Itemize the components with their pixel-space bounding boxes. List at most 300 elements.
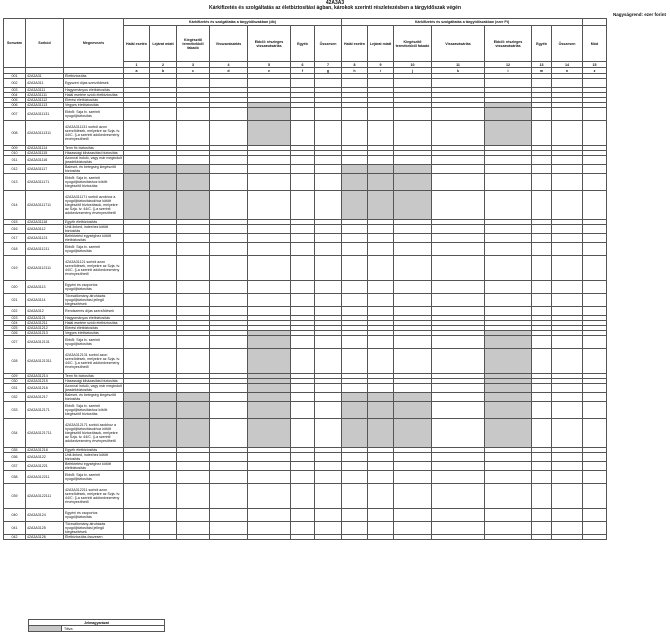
data-cell[interactable] xyxy=(124,484,150,509)
data-cell[interactable] xyxy=(248,165,291,174)
data-cell[interactable] xyxy=(177,281,210,294)
data-cell[interactable] xyxy=(342,234,368,243)
data-cell[interactable] xyxy=(485,225,532,234)
data-cell[interactable] xyxy=(177,225,210,234)
data-cell[interactable] xyxy=(150,281,177,294)
data-cell[interactable] xyxy=(583,191,607,220)
data-cell[interactable] xyxy=(124,522,150,535)
data-cell[interactable] xyxy=(485,402,532,419)
data-cell[interactable] xyxy=(432,462,485,471)
data-cell[interactable] xyxy=(485,384,532,393)
data-cell[interactable] xyxy=(248,419,291,448)
data-cell[interactable] xyxy=(291,462,315,471)
data-cell[interactable] xyxy=(432,165,485,174)
data-cell[interactable] xyxy=(532,281,552,294)
data-cell[interactable] xyxy=(248,453,291,462)
data-cell[interactable] xyxy=(150,484,177,509)
data-cell[interactable] xyxy=(583,349,607,374)
data-cell[interactable] xyxy=(315,225,342,234)
data-cell[interactable] xyxy=(583,156,607,165)
data-cell[interactable] xyxy=(315,349,342,374)
data-cell[interactable] xyxy=(432,336,485,349)
data-cell[interactable] xyxy=(432,294,485,307)
data-cell[interactable] xyxy=(315,307,342,316)
data-cell[interactable] xyxy=(210,121,248,146)
data-cell[interactable] xyxy=(248,471,291,484)
data-cell[interactable] xyxy=(552,402,583,419)
data-cell[interactable] xyxy=(248,281,291,294)
data-cell[interactable] xyxy=(342,462,368,471)
data-cell[interactable] xyxy=(248,225,291,234)
data-cell[interactable] xyxy=(485,462,532,471)
data-cell[interactable] xyxy=(394,108,432,121)
data-cell[interactable] xyxy=(394,384,432,393)
data-cell[interactable] xyxy=(177,393,210,402)
data-cell[interactable] xyxy=(394,256,432,281)
data-cell[interactable] xyxy=(315,234,342,243)
data-cell[interactable] xyxy=(150,294,177,307)
data-cell[interactable] xyxy=(432,174,485,191)
data-cell[interactable] xyxy=(177,484,210,509)
data-cell[interactable] xyxy=(552,453,583,462)
data-cell[interactable] xyxy=(342,191,368,220)
data-cell[interactable] xyxy=(485,535,532,540)
data-cell[interactable] xyxy=(532,393,552,402)
data-cell[interactable] xyxy=(248,349,291,374)
data-cell[interactable] xyxy=(532,471,552,484)
data-cell[interactable] xyxy=(432,234,485,243)
data-cell[interactable] xyxy=(315,471,342,484)
data-cell[interactable] xyxy=(532,453,552,462)
data-cell[interactable] xyxy=(532,349,552,374)
data-cell[interactable] xyxy=(368,402,394,419)
data-cell[interactable] xyxy=(342,307,368,316)
data-cell[interactable] xyxy=(583,336,607,349)
data-cell[interactable] xyxy=(210,294,248,307)
data-cell[interactable] xyxy=(485,156,532,165)
data-cell[interactable] xyxy=(210,419,248,448)
data-cell[interactable] xyxy=(394,453,432,462)
data-cell[interactable] xyxy=(248,79,291,88)
data-cell[interactable] xyxy=(583,174,607,191)
data-cell[interactable] xyxy=(342,419,368,448)
data-cell[interactable] xyxy=(532,234,552,243)
data-cell[interactable] xyxy=(291,243,315,256)
data-cell[interactable] xyxy=(124,256,150,281)
data-cell[interactable] xyxy=(291,349,315,374)
data-cell[interactable] xyxy=(150,191,177,220)
data-cell[interactable] xyxy=(552,349,583,374)
data-cell[interactable] xyxy=(248,256,291,281)
data-cell[interactable] xyxy=(342,471,368,484)
data-cell[interactable] xyxy=(150,121,177,146)
data-cell[interactable] xyxy=(532,384,552,393)
data-cell[interactable] xyxy=(583,535,607,540)
data-cell[interactable] xyxy=(291,256,315,281)
data-cell[interactable] xyxy=(552,336,583,349)
data-cell[interactable] xyxy=(485,509,532,522)
data-cell[interactable] xyxy=(532,156,552,165)
data-cell[interactable] xyxy=(485,294,532,307)
data-cell[interactable] xyxy=(532,535,552,540)
data-cell[interactable] xyxy=(485,349,532,374)
data-cell[interactable] xyxy=(210,336,248,349)
data-cell[interactable] xyxy=(485,256,532,281)
data-cell[interactable] xyxy=(368,225,394,234)
data-cell[interactable] xyxy=(485,393,532,402)
data-cell[interactable] xyxy=(583,384,607,393)
data-cell[interactable] xyxy=(342,384,368,393)
data-cell[interactable] xyxy=(432,79,485,88)
data-cell[interactable] xyxy=(210,165,248,174)
data-cell[interactable] xyxy=(432,393,485,402)
data-cell[interactable] xyxy=(150,256,177,281)
data-cell[interactable] xyxy=(177,174,210,191)
data-cell[interactable] xyxy=(124,234,150,243)
data-cell[interactable] xyxy=(150,462,177,471)
data-cell[interactable] xyxy=(291,294,315,307)
data-cell[interactable] xyxy=(342,165,368,174)
data-cell[interactable] xyxy=(248,484,291,509)
data-cell[interactable] xyxy=(432,156,485,165)
data-cell[interactable] xyxy=(210,453,248,462)
data-cell[interactable] xyxy=(394,307,432,316)
data-cell[interactable] xyxy=(177,402,210,419)
data-cell[interactable] xyxy=(177,294,210,307)
data-cell[interactable] xyxy=(368,522,394,535)
data-cell[interactable] xyxy=(368,535,394,540)
data-cell[interactable] xyxy=(291,121,315,146)
data-cell[interactable] xyxy=(124,535,150,540)
data-cell[interactable] xyxy=(342,225,368,234)
data-cell[interactable] xyxy=(342,294,368,307)
data-cell[interactable] xyxy=(432,453,485,462)
data-cell[interactable] xyxy=(432,256,485,281)
data-cell[interactable] xyxy=(583,165,607,174)
data-cell[interactable] xyxy=(210,281,248,294)
data-cell[interactable] xyxy=(150,234,177,243)
data-cell[interactable] xyxy=(210,307,248,316)
data-cell[interactable] xyxy=(291,307,315,316)
data-cell[interactable] xyxy=(315,281,342,294)
data-cell[interactable] xyxy=(342,393,368,402)
data-cell[interactable] xyxy=(368,453,394,462)
data-cell[interactable] xyxy=(583,419,607,448)
data-cell[interactable] xyxy=(210,393,248,402)
data-cell[interactable] xyxy=(368,174,394,191)
data-cell[interactable] xyxy=(552,509,583,522)
data-cell[interactable] xyxy=(315,156,342,165)
data-cell[interactable] xyxy=(394,174,432,191)
data-cell[interactable] xyxy=(124,509,150,522)
data-cell[interactable] xyxy=(583,462,607,471)
data-cell[interactable] xyxy=(177,156,210,165)
data-cell[interactable] xyxy=(248,307,291,316)
data-cell[interactable] xyxy=(583,121,607,146)
data-cell[interactable] xyxy=(291,191,315,220)
data-cell[interactable] xyxy=(583,294,607,307)
data-cell[interactable] xyxy=(291,384,315,393)
data-cell[interactable] xyxy=(177,243,210,256)
data-cell[interactable] xyxy=(368,108,394,121)
data-cell[interactable] xyxy=(124,349,150,374)
data-cell[interactable] xyxy=(210,79,248,88)
data-cell[interactable] xyxy=(552,156,583,165)
data-cell[interactable] xyxy=(124,336,150,349)
data-cell[interactable] xyxy=(432,281,485,294)
data-cell[interactable] xyxy=(248,462,291,471)
data-cell[interactable] xyxy=(368,307,394,316)
data-cell[interactable] xyxy=(394,191,432,220)
data-cell[interactable] xyxy=(124,108,150,121)
data-cell[interactable] xyxy=(532,419,552,448)
data-cell[interactable] xyxy=(210,462,248,471)
data-cell[interactable] xyxy=(342,535,368,540)
data-cell[interactable] xyxy=(248,174,291,191)
data-cell[interactable] xyxy=(291,165,315,174)
data-cell[interactable] xyxy=(124,307,150,316)
data-cell[interactable] xyxy=(532,225,552,234)
data-cell[interactable] xyxy=(394,484,432,509)
data-cell[interactable] xyxy=(552,471,583,484)
data-cell[interactable] xyxy=(432,349,485,374)
data-cell[interactable] xyxy=(552,243,583,256)
data-cell[interactable] xyxy=(291,156,315,165)
data-cell[interactable] xyxy=(177,307,210,316)
data-cell[interactable] xyxy=(368,165,394,174)
data-cell[interactable] xyxy=(210,234,248,243)
data-cell[interactable] xyxy=(394,225,432,234)
data-cell[interactable] xyxy=(291,484,315,509)
data-cell[interactable] xyxy=(291,535,315,540)
data-cell[interactable] xyxy=(432,108,485,121)
data-cell[interactable] xyxy=(552,484,583,509)
data-cell[interactable] xyxy=(150,509,177,522)
data-cell[interactable] xyxy=(248,509,291,522)
data-cell[interactable] xyxy=(150,307,177,316)
data-cell[interactable] xyxy=(291,522,315,535)
data-cell[interactable] xyxy=(485,191,532,220)
data-cell[interactable] xyxy=(150,419,177,448)
data-cell[interactable] xyxy=(291,402,315,419)
data-cell[interactable] xyxy=(150,225,177,234)
data-cell[interactable] xyxy=(124,174,150,191)
data-cell[interactable] xyxy=(315,108,342,121)
data-cell[interactable] xyxy=(248,234,291,243)
data-cell[interactable] xyxy=(532,121,552,146)
data-cell[interactable] xyxy=(291,393,315,402)
data-cell[interactable] xyxy=(177,121,210,146)
data-cell[interactable] xyxy=(432,243,485,256)
data-cell[interactable] xyxy=(532,294,552,307)
data-cell[interactable] xyxy=(177,165,210,174)
data-cell[interactable] xyxy=(248,522,291,535)
data-cell[interactable] xyxy=(177,471,210,484)
data-cell[interactable] xyxy=(368,243,394,256)
data-cell[interactable] xyxy=(291,453,315,462)
data-cell[interactable] xyxy=(315,79,342,88)
data-cell[interactable] xyxy=(368,294,394,307)
data-cell[interactable] xyxy=(124,294,150,307)
data-cell[interactable] xyxy=(210,535,248,540)
data-cell[interactable] xyxy=(552,307,583,316)
data-cell[interactable] xyxy=(315,393,342,402)
data-cell[interactable] xyxy=(532,174,552,191)
data-cell[interactable] xyxy=(315,121,342,146)
data-cell[interactable] xyxy=(552,234,583,243)
data-cell[interactable] xyxy=(394,79,432,88)
data-cell[interactable] xyxy=(532,462,552,471)
data-cell[interactable] xyxy=(485,174,532,191)
data-cell[interactable] xyxy=(342,281,368,294)
data-cell[interactable] xyxy=(342,453,368,462)
data-cell[interactable] xyxy=(248,121,291,146)
data-cell[interactable] xyxy=(552,79,583,88)
data-cell[interactable] xyxy=(291,79,315,88)
data-cell[interactable] xyxy=(552,384,583,393)
data-cell[interactable] xyxy=(394,165,432,174)
data-cell[interactable] xyxy=(432,402,485,419)
data-cell[interactable] xyxy=(368,234,394,243)
data-cell[interactable] xyxy=(368,256,394,281)
data-cell[interactable] xyxy=(291,336,315,349)
data-cell[interactable] xyxy=(248,243,291,256)
data-cell[interactable] xyxy=(124,165,150,174)
data-cell[interactable] xyxy=(124,225,150,234)
data-cell[interactable] xyxy=(342,243,368,256)
data-cell[interactable] xyxy=(368,384,394,393)
data-cell[interactable] xyxy=(432,225,485,234)
data-cell[interactable] xyxy=(368,79,394,88)
data-cell[interactable] xyxy=(552,191,583,220)
data-cell[interactable] xyxy=(150,174,177,191)
data-cell[interactable] xyxy=(552,393,583,402)
data-cell[interactable] xyxy=(394,234,432,243)
data-cell[interactable] xyxy=(315,419,342,448)
data-cell[interactable] xyxy=(177,349,210,374)
data-cell[interactable] xyxy=(368,191,394,220)
data-cell[interactable] xyxy=(177,79,210,88)
data-cell[interactable] xyxy=(532,256,552,281)
data-cell[interactable] xyxy=(368,156,394,165)
data-cell[interactable] xyxy=(552,225,583,234)
data-cell[interactable] xyxy=(485,234,532,243)
data-cell[interactable] xyxy=(124,156,150,165)
data-cell[interactable] xyxy=(342,484,368,509)
data-cell[interactable] xyxy=(552,121,583,146)
data-cell[interactable] xyxy=(485,121,532,146)
data-cell[interactable] xyxy=(432,535,485,540)
data-cell[interactable] xyxy=(177,191,210,220)
data-cell[interactable] xyxy=(315,453,342,462)
data-cell[interactable] xyxy=(150,393,177,402)
data-cell[interactable] xyxy=(532,191,552,220)
data-cell[interactable] xyxy=(177,384,210,393)
data-cell[interactable] xyxy=(394,462,432,471)
data-cell[interactable] xyxy=(124,243,150,256)
data-cell[interactable] xyxy=(124,191,150,220)
data-cell[interactable] xyxy=(342,402,368,419)
data-cell[interactable] xyxy=(315,522,342,535)
data-cell[interactable] xyxy=(368,336,394,349)
data-cell[interactable] xyxy=(394,336,432,349)
data-cell[interactable] xyxy=(315,462,342,471)
data-cell[interactable] xyxy=(485,471,532,484)
data-cell[interactable] xyxy=(583,484,607,509)
data-cell[interactable] xyxy=(485,108,532,121)
data-cell[interactable] xyxy=(315,294,342,307)
data-cell[interactable] xyxy=(532,522,552,535)
data-cell[interactable] xyxy=(394,509,432,522)
data-cell[interactable] xyxy=(583,281,607,294)
data-cell[interactable] xyxy=(150,384,177,393)
data-cell[interactable] xyxy=(485,281,532,294)
data-cell[interactable] xyxy=(552,281,583,294)
data-cell[interactable] xyxy=(432,121,485,146)
data-cell[interactable] xyxy=(342,336,368,349)
data-cell[interactable] xyxy=(124,281,150,294)
data-cell[interactable] xyxy=(432,509,485,522)
data-cell[interactable] xyxy=(315,384,342,393)
data-cell[interactable] xyxy=(432,522,485,535)
data-cell[interactable] xyxy=(432,471,485,484)
data-cell[interactable] xyxy=(124,393,150,402)
data-cell[interactable] xyxy=(394,522,432,535)
data-cell[interactable] xyxy=(532,484,552,509)
data-cell[interactable] xyxy=(315,402,342,419)
data-cell[interactable] xyxy=(124,419,150,448)
data-cell[interactable] xyxy=(210,225,248,234)
data-cell[interactable] xyxy=(150,165,177,174)
data-cell[interactable] xyxy=(150,79,177,88)
data-cell[interactable] xyxy=(532,402,552,419)
data-cell[interactable] xyxy=(210,522,248,535)
data-cell[interactable] xyxy=(394,281,432,294)
data-cell[interactable] xyxy=(583,243,607,256)
data-cell[interactable] xyxy=(210,108,248,121)
data-cell[interactable] xyxy=(552,108,583,121)
data-cell[interactable] xyxy=(210,509,248,522)
data-cell[interactable] xyxy=(291,419,315,448)
data-cell[interactable] xyxy=(552,174,583,191)
data-cell[interactable] xyxy=(552,165,583,174)
data-cell[interactable] xyxy=(291,509,315,522)
data-cell[interactable] xyxy=(150,336,177,349)
data-cell[interactable] xyxy=(394,121,432,146)
data-cell[interactable] xyxy=(291,174,315,191)
data-cell[interactable] xyxy=(532,165,552,174)
data-cell[interactable] xyxy=(368,121,394,146)
data-cell[interactable] xyxy=(583,509,607,522)
data-cell[interactable] xyxy=(248,393,291,402)
data-cell[interactable] xyxy=(342,108,368,121)
data-cell[interactable] xyxy=(150,402,177,419)
data-cell[interactable] xyxy=(368,281,394,294)
data-cell[interactable] xyxy=(210,156,248,165)
data-cell[interactable] xyxy=(210,349,248,374)
data-cell[interactable] xyxy=(210,484,248,509)
data-cell[interactable] xyxy=(552,419,583,448)
data-cell[interactable] xyxy=(394,243,432,256)
data-cell[interactable] xyxy=(124,121,150,146)
data-cell[interactable] xyxy=(583,225,607,234)
data-cell[interactable] xyxy=(342,156,368,165)
data-cell[interactable] xyxy=(177,462,210,471)
data-cell[interactable] xyxy=(315,191,342,220)
data-cell[interactable] xyxy=(177,234,210,243)
data-cell[interactable] xyxy=(177,522,210,535)
data-cell[interactable] xyxy=(432,484,485,509)
